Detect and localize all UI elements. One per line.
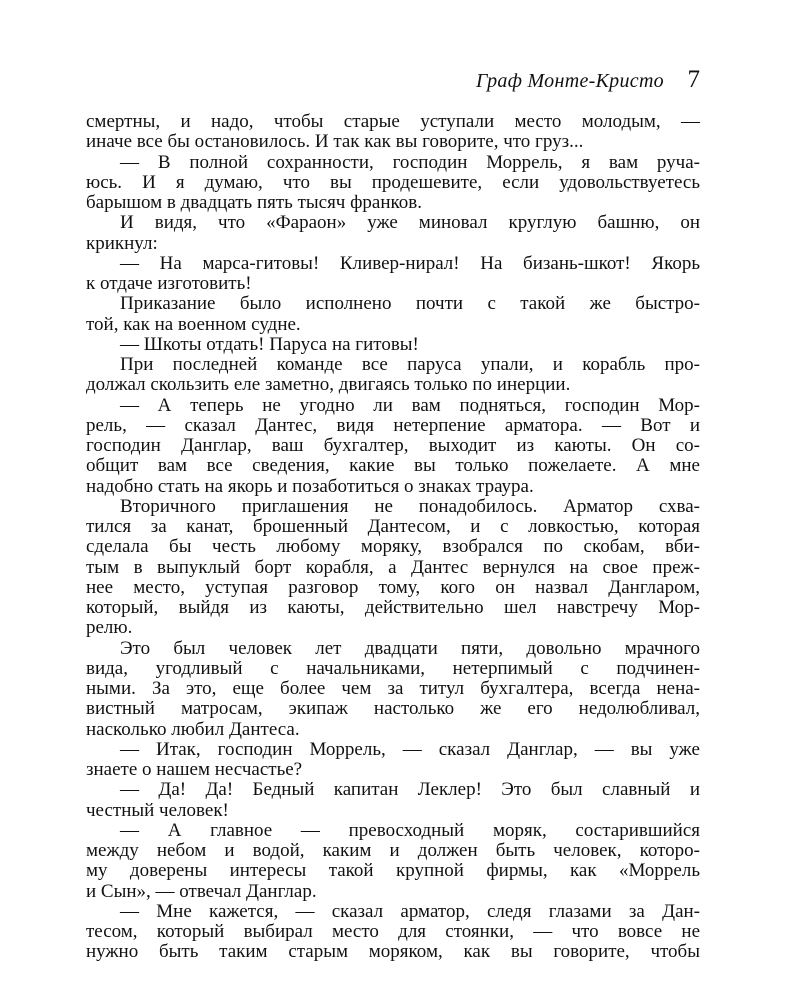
running-title: Граф Монте-Кристо bbox=[475, 70, 664, 92]
text-line: му доверены интересы такой крупной фирмы, как «Моррель bbox=[86, 860, 700, 882]
text-line: тился за канат, брошенный Дантесом, и с ловкостью, которая bbox=[86, 516, 700, 537]
text-line: между небом и водой, каким и должен быть человек, которо- bbox=[86, 840, 700, 861]
text-line: надобно стать на якорь и позаботиться о знаках траура. bbox=[86, 475, 534, 497]
text-line: к отдаче изготовить! bbox=[86, 273, 252, 294]
text-line: той, как на военном судне. bbox=[86, 313, 301, 335]
text-line: честный человек! bbox=[86, 799, 229, 821]
text-line: крикнул: bbox=[86, 232, 158, 254]
text-line: — На марса-гитовы! Кливер-нирал! На бизань-шкот! Якорь bbox=[120, 252, 700, 274]
text-line: который, выйдя из каюты, действительно шел навстречу Мор- bbox=[86, 597, 700, 618]
text-line: — Мне кажется, — сказал арматор, следя глазами за Дан- bbox=[120, 900, 700, 922]
text-line: — Итак, господин Моррель, — сказал Данглар, — вы уже bbox=[120, 738, 700, 760]
text-line: нужно быть таким старым моряком, как вы говорите, чтобы bbox=[86, 941, 700, 963]
text-line: и Сын», — отвечал Данглар. bbox=[86, 880, 317, 902]
body-text bbox=[86, 112, 700, 963]
text-line: Приказание было исполнено почти с такой же быстро- bbox=[120, 293, 700, 315]
text-line: — В полной сохранности, господин Моррель, я вам руча- bbox=[120, 151, 700, 173]
text-line: нее место, уступая разговор тому, кого он назвал Дангларом, bbox=[86, 576, 700, 598]
text-line: юсь. И я думаю, что вы продешевите, если удовольствуетесь bbox=[86, 171, 700, 193]
text-line: — Да! Да! Бедный капитан Леклер! Это был славный и bbox=[120, 779, 700, 801]
text-line: тесом, который выбирал место для стоянки, — что вовсе не bbox=[86, 921, 700, 942]
text-line: смертны, и надо, чтобы старые уступали место молодым, — bbox=[86, 111, 700, 132]
text-line: насколько любил Дантеса. bbox=[86, 718, 300, 740]
text-line: рель, — сказал Дантес, видя нетерпение арматора. — Вот и bbox=[86, 414, 700, 436]
text-line: господин Данглар, ваш бухгалтер, выходит из каюты. Он со- bbox=[86, 435, 700, 456]
text-line: При последней команде все паруса упали, и корабль про- bbox=[120, 354, 700, 375]
text-line: Вторичного приглашения не понадобилось. Арматор схва- bbox=[120, 495, 700, 517]
text-line: релю. bbox=[86, 617, 133, 639]
text-line: И видя, что «Фараон» уже миновал круглую башню, он bbox=[120, 212, 700, 234]
text-line: — Шкоты отдать! Паруса на гитовы! bbox=[120, 333, 419, 355]
text-line: иначе все бы остановилось. И так как вы говорите, что груз... bbox=[86, 131, 584, 153]
text-line: — А главное — превосходный моряк, состарившийся bbox=[120, 819, 700, 841]
text-line: тым в выпуклый борт корабля, а Дантес вернулся на свое преж- bbox=[86, 556, 700, 578]
text-line: общит вам все сведения, какие вы только пожелаете. А мне bbox=[86, 455, 700, 477]
text-line: должал скользить еле заметно, двигаясь только по инерции. bbox=[86, 374, 571, 396]
text-line: вистный матросам, экипаж настолько же его недолюбливал, bbox=[86, 698, 700, 720]
text-line: ными. За это, еще более чем за титул бухгалтера, всегда нена- bbox=[86, 678, 700, 699]
text-line: — А теперь не угодно ли вам подняться, господин Мор- bbox=[120, 394, 700, 416]
text-line: Это был человек лет двадцати пяти, довольно мрачного bbox=[120, 637, 700, 659]
text-line: знаете о нашем несчастье? bbox=[86, 759, 303, 780]
text-line: сделала бы честь любому моряку, взобрался по скобам, вби- bbox=[86, 536, 700, 558]
text-line: барышом в двадцать пять тысяч франков. bbox=[86, 192, 423, 213]
running-head bbox=[86, 66, 700, 96]
page-number: 7 bbox=[687, 66, 700, 93]
text-line: вида, угодливый с начальниками, нетерпимый с подчинен- bbox=[86, 657, 700, 679]
